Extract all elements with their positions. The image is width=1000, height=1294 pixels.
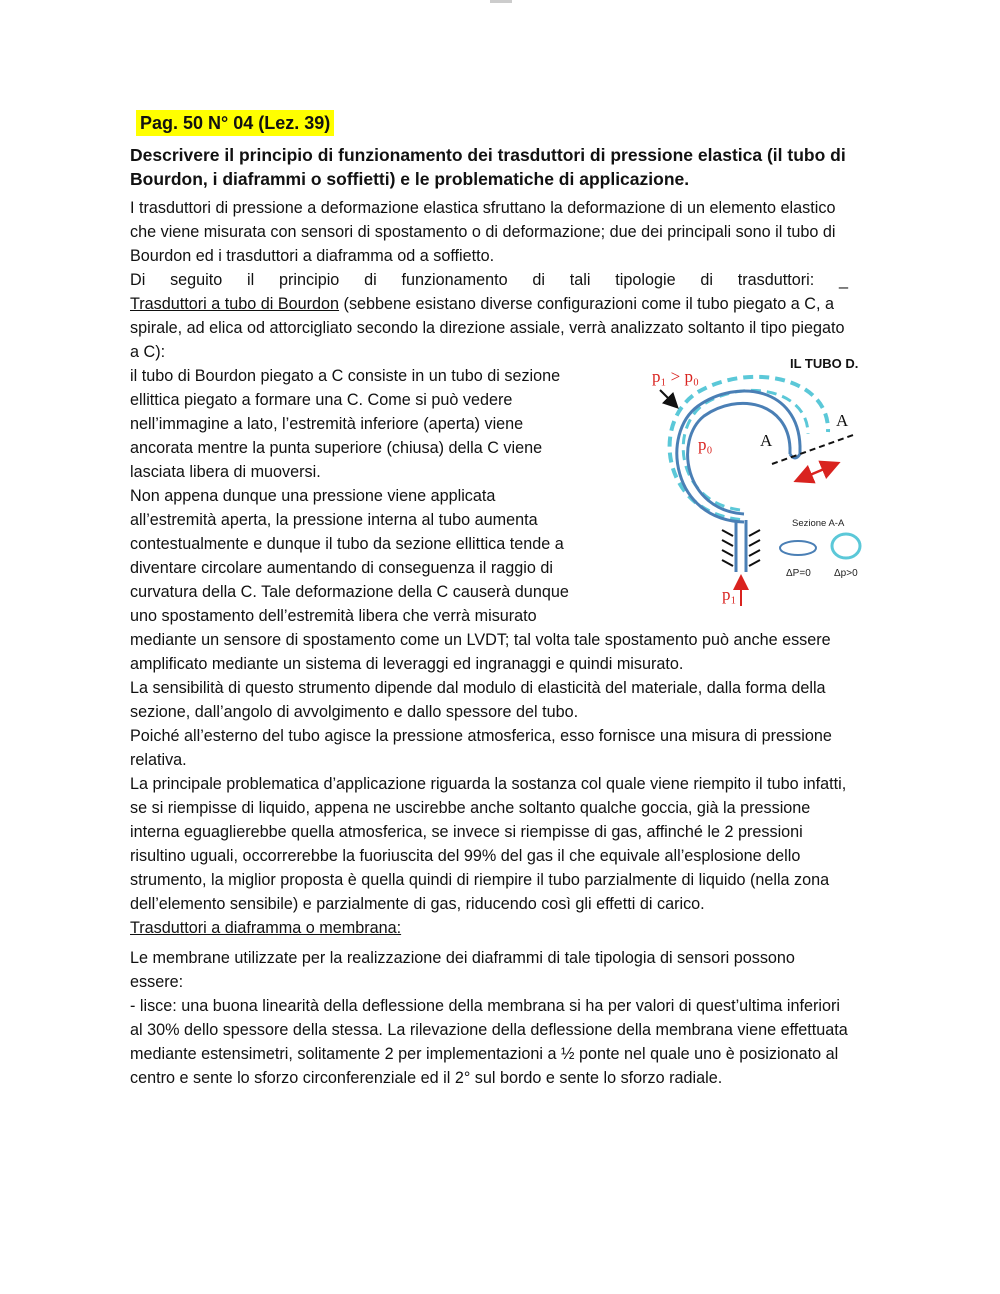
bourdon-line: contestualmente e dunque il tubo da sezione ellittica tende a	[130, 535, 564, 553]
bourdon-line: ellittica piegato a formare una C. Come si può vedere	[130, 391, 513, 409]
page-reference: Pag. 50 N° 04 (Lez. 39)	[136, 110, 334, 136]
label-p1-gt-p0: p₁ > p₀	[652, 367, 699, 386]
bourdon-line: il tubo di Bourdon piegato a C consiste in un tubo di sezione	[130, 367, 561, 385]
document-body	[130, 196, 848, 1090]
bourdon-line: curvatura della C. Tale deformazione della C causerà dunque	[130, 583, 569, 601]
anchor-hatch	[722, 530, 760, 566]
bourdon-line: Non appena dunque una pressione viene applicata	[130, 487, 496, 505]
bourdon-line: diventare circolare aumentando di conseguenza il raggio di	[130, 559, 553, 577]
seguito-line: Di seguito il principio di funzionamento di tali tipologie di trasduttori: _	[130, 271, 848, 289]
section-line	[772, 434, 856, 464]
bourdon-after: mediante un sensore di spostamento come un LVDT; tal volta tale spostamento può anche essere amplificato mediante un sistema di leveraggi ed ingranaggi e quindi misurato.	[130, 631, 831, 673]
label-p0: p₀	[698, 435, 713, 454]
label-dp-pos: Δp>0	[834, 568, 858, 579]
pointer-arrow	[660, 390, 676, 406]
tube-inner-wall	[688, 403, 790, 514]
bourdon-line: ancorata mentre la punta superiore (chiusa) della C viene	[130, 439, 543, 457]
bourdon-line: nell’immagine a lato, l’estremità inferiore (aperta) viene	[130, 415, 524, 433]
bourdon-heading-rest: (sebbene esistano diverse configurazioni come il tubo piegato a C, a spirale, ad elica od attorcigliato secondo la direzione assiale, verrà analizzato soltanto il tipo piegato a C):	[130, 295, 845, 361]
bourdon-heading: Trasduttori a tubo di Bourdon	[130, 295, 340, 313]
diaphragm-intro: Le membrane utilizzate per la realizzazione dei diaframmi di tale tipologia di sensori possono essere:	[130, 949, 795, 991]
label-sezione: Sezione A-A	[792, 518, 845, 529]
bourdon-diagram	[640, 352, 872, 610]
section-circle	[832, 534, 860, 558]
top-mark	[490, 0, 512, 3]
problem-paragraph: La principale problematica d’applicazione riguarda la sostanza col quale viene riempito il tubo infatti, se si riempisse di liquido, appena ne uscirebbe anche soltanto qualche goccia, già la pressione interna eguaglierebbe quella atmosferica, se invece si riempisse di gas, affinché le 2 pressioni risultino uguali, occorrerebbe la fuoriuscita del 99% del gas il che equivale all’esplosione dello strumento, la miglior proposta è quella quindi di riempire il tubo parzialmente di liquido (nella zona dell’elemento sensibile) e parzialmente di gas, riducendo così gli effetti di carico.	[130, 775, 847, 913]
sensitivity-paragraph: La sensibilità di questo strumento dipende dal modulo di elasticità del materiale, dalla forma della sezione, dall’angolo di avvolgimento e dallo spessore del tubo.	[130, 679, 826, 721]
figure-title: IL TUBO D.	[790, 356, 859, 371]
intro-paragraph: I trasduttori di pressione a deformazione elastica sfruttano la deformazione di un elemento elastico che viene misurata con sensori di spostamento o di deformazione; due dei principali sono il tubo di Bourdon ed i trasduttori a diaframma od a soffietto.	[130, 199, 836, 265]
bourdon-line: uno spostamento dell’estremità libera che verrà misurato	[130, 607, 537, 625]
bourdon-tube-figure	[640, 352, 872, 610]
lisce-paragraph: - lisce: una buona linearità della deflessione della membrana si ha per valori di quest’ultima inferiori al 30% dello spessore della stessa. La rilevazione della deflessione della membrana viene effettuata mediante estensimetri, solitamente 2 per implementazioni a ½ ponte nel quale uno è posizionato al centro e sente lo sforzo circonferenziale ed il 2° sul bordo e sente lo sforzo radiale.	[130, 997, 848, 1087]
question-title: Descrivere il principio di funzionamento dei trasduttori di pressione elastica (il tubo di Bourdon, i diaframmi o soffietti) e le problematiche di applicazione.	[130, 145, 846, 189]
label-a-left: A	[760, 431, 773, 450]
bourdon-line: all’estremità aperta, la pressione interna al tubo aumenta	[130, 511, 538, 529]
label-dp0: ΔP=0	[786, 568, 811, 579]
displacement-arrow	[798, 464, 836, 480]
label-a-right: A	[836, 411, 849, 430]
bourdon-line: lasciata libera di muoversi.	[130, 463, 321, 481]
label-p1: p₁	[722, 585, 737, 604]
section-ellipse	[780, 541, 816, 555]
diaphragm-heading: Trasduttori a diaframma o membrana:	[130, 919, 402, 937]
relative-paragraph: Poiché all’esterno del tubo agisce la pressione atmosferica, esso fornisce una misura di pressione relativa.	[130, 727, 832, 769]
bourdon-wrapped-text	[130, 364, 620, 628]
